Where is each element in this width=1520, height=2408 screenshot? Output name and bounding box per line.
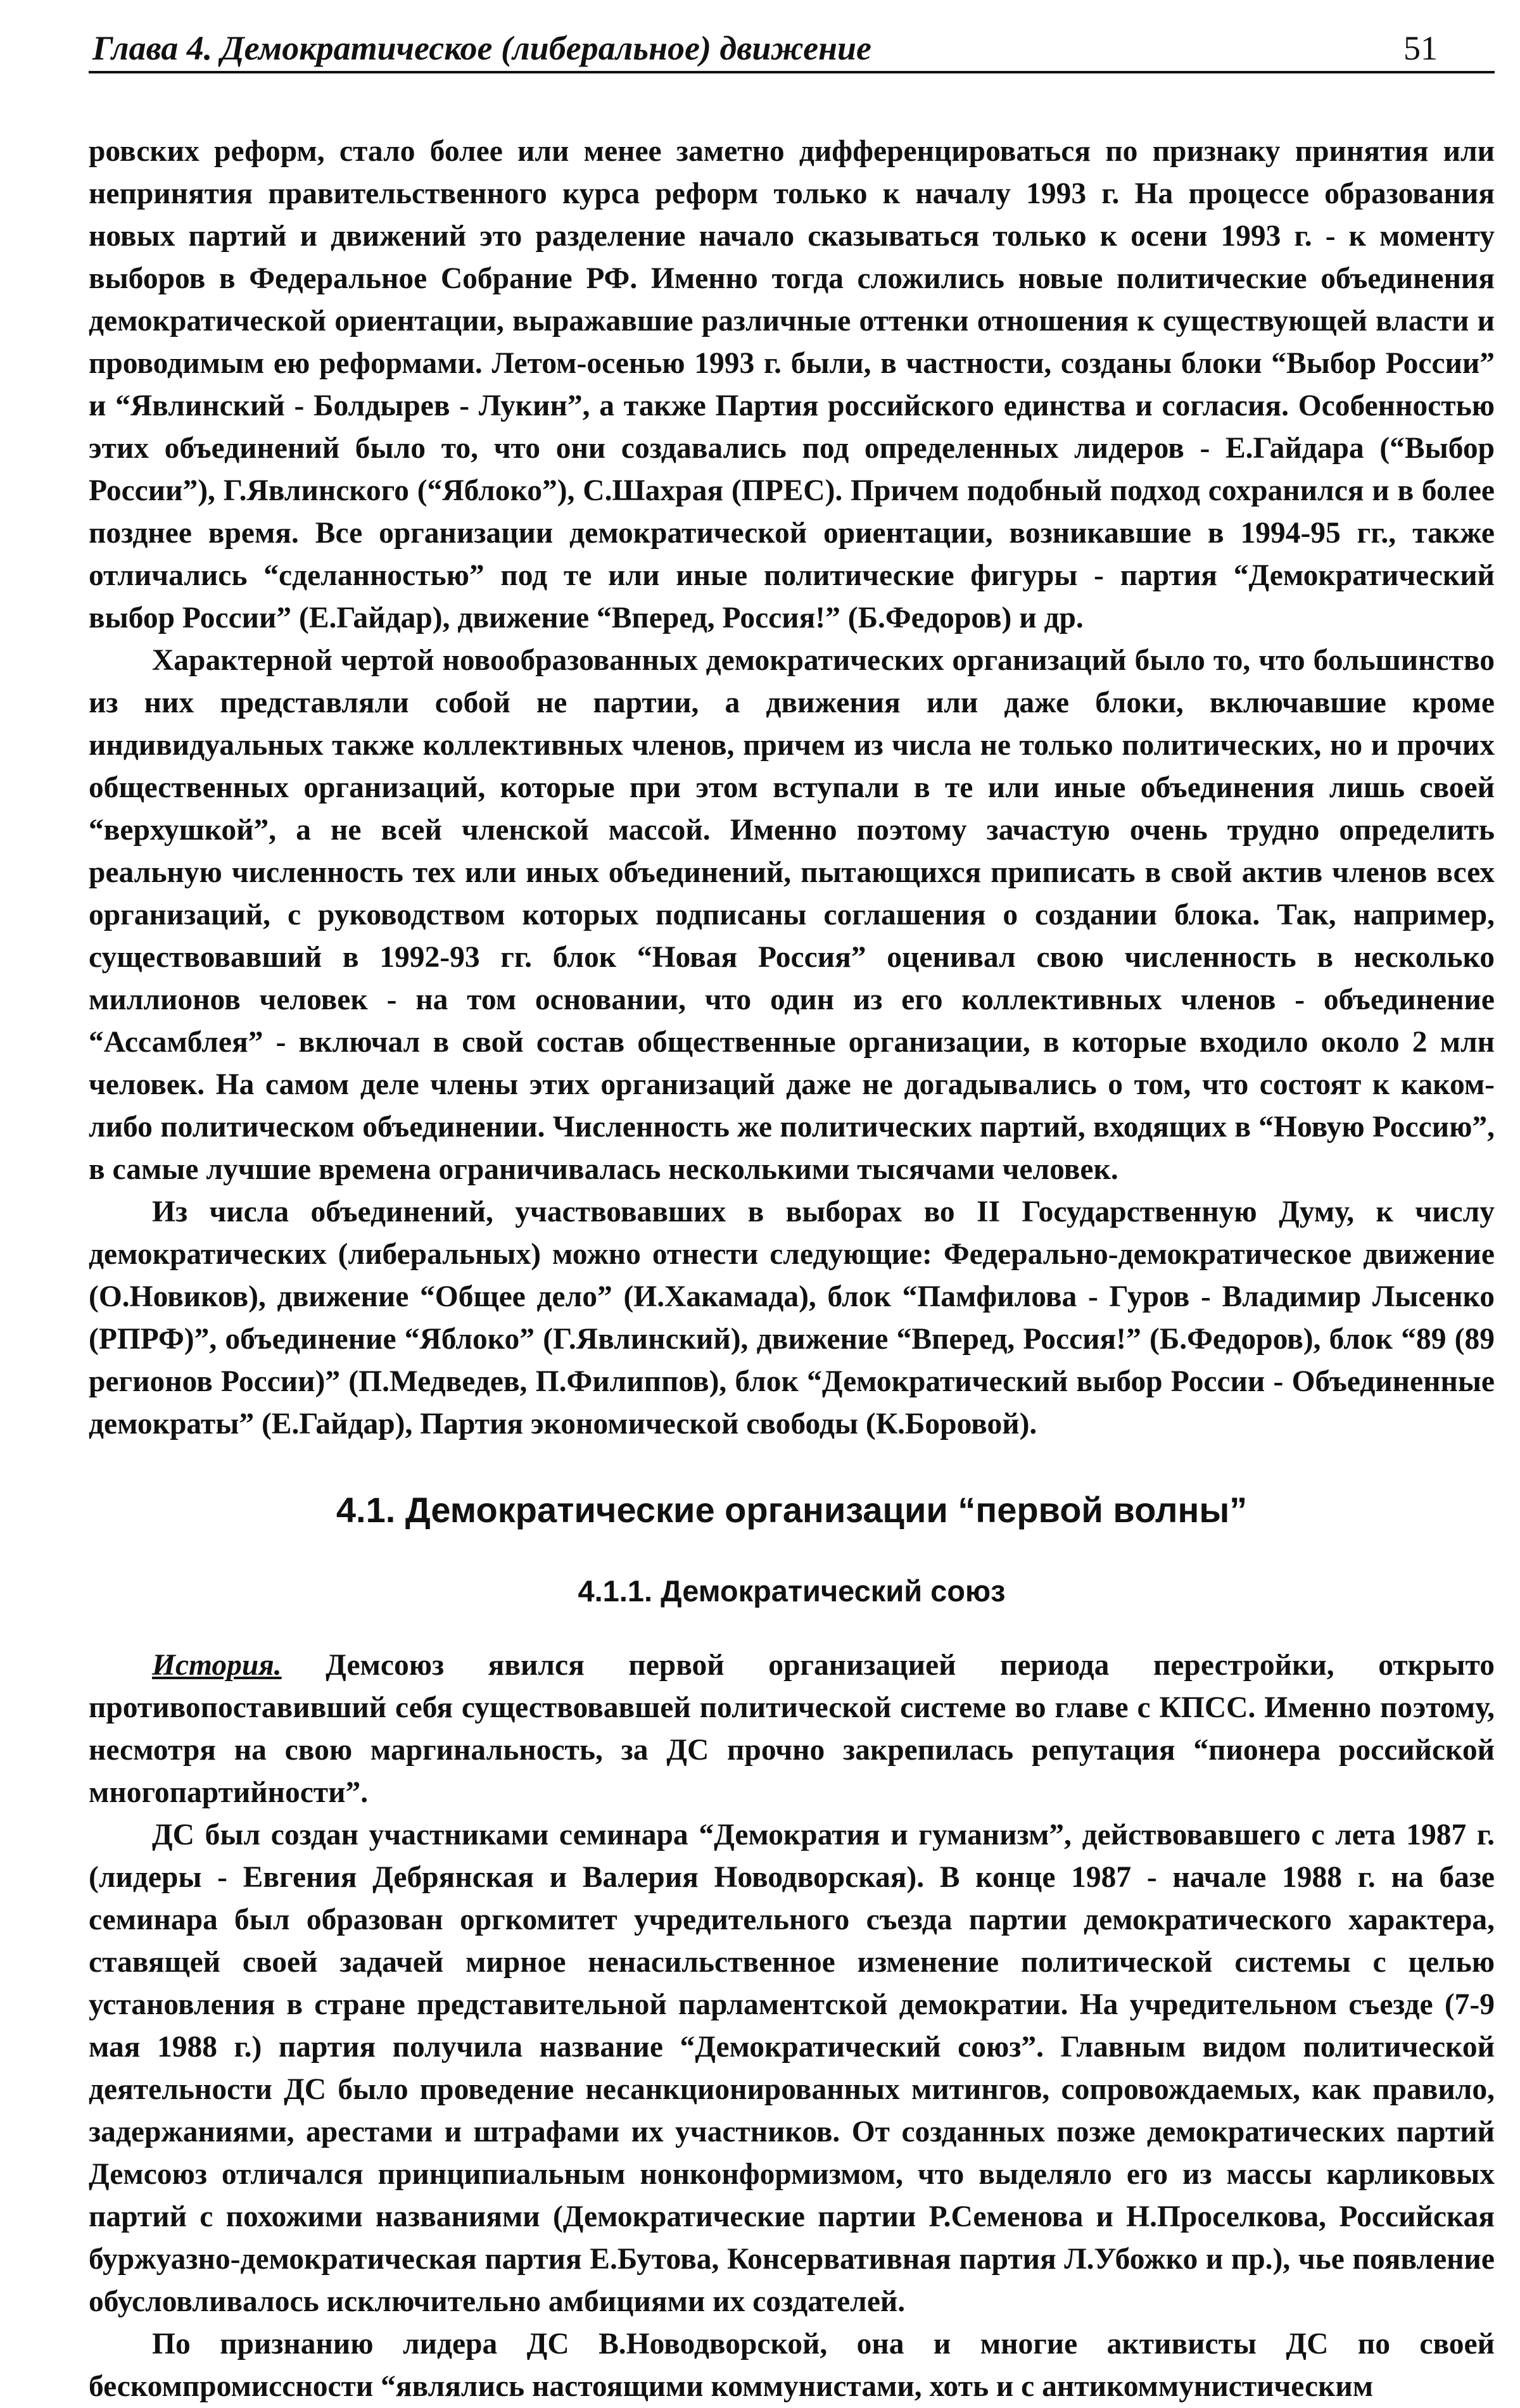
paragraph-5: ДС был создан участниками семинара “Демократия и гуманизм”, действовавшего с лета 1987 г. (лидеры - Евгения Дебрянская и Валерия Новодворская). В конце 1987 - начале 1988 г. на базе семинара был образован оргкомитет учредительного съезда партии демократического характера, ставящей своей задачей мирное ненасильственное изменение политической системы с целью установления в стране представительной парламентской демократии. На учредительном съезде (7-9 мая 1988 г.) партия получила название “Демократический союз”. Главным видом политической деятельности ДС было проведение несанкционированных митингов, сопровождаемых, как правило, задержаниями, арестами и штрафами их участников. От созданных позже демократических партий Демсоюз отличался принципиальным нонконформизмом, что выделяло его из массы карликовых партий с похожими названиями (Демократические партии Р.Семенова и Н.Проселкова, Российская буржуазно-демократическая партия Е.Бутова, Консервативная партия Л.Убожко и пр.), чье появление обусловливалось исключительно амбициями их создателей. xyxy=(89,1819,1495,2318)
paragraph-2: Характерной чертой новообразованных демократических организаций было то, что большинство из них представляли собой не партии, а движения или даже блоки, включавшие кроме индивидуальных также коллективных членов, причем из числа не только политических, но и прочих общественных организаций, которые при этом вступали в те или иные объединения лишь своей “верхушкой”, а не всей членской массой. Именно поэтому зачастую очень трудно определить реальную численность тех или иных объединений, пытающихся приписать в свой актив членов всех организаций, с руководством которых подписаны соглашения о создании блока. Так, например, существовавший в 1992-93 гг. блок “Новая Россия” оценивал свою численность в несколько миллионов человек - на том основании, что один из его коллективных членов - объединение “Ассамблея” - включал в свой состав общественные организации, в которые входило около 2 млн человек. На самом деле члены этих организаций даже не догадывались о том, что состоят к каком-либо политическом объединении. Численность же политических партий, входящих в “Новую Россию”, в самые лучшие времена ограничивалась несколькими тысячами человек. xyxy=(89,644,1495,1186)
document-page xyxy=(89,0,1495,2403)
page-number: 51 xyxy=(1403,29,1438,67)
body-text xyxy=(89,130,1495,2408)
subsection-heading: 4.1.1. Демократический союз xyxy=(578,1574,1006,1608)
running-header xyxy=(89,25,1495,73)
history-label: История. xyxy=(152,1649,282,1682)
paragraph-4-text: Демсоюз явился первой организацией периода перестройки, открыто противопоставивший себя существовавшей политической системе во главе с КПСС. Именно поэтому, несмотря на свою маргинальность, за ДС прочно закрепилась репутация “пионера российской многопартийности”. xyxy=(89,1649,1495,1809)
paragraph-3: Из числа объединений, участвовавших в выборах во II Государственную Думу, к числу демократических (либеральных) можно отнести следующие: Федерально-демократическое движение (О.Новиков), движение “Общее дело” (И.Хакамада), блок “Памфилова - Гуров - Владимир Лысенко (РПРФ)”, объединение “Яблоко” (Г.Явлинский), движение “Вперед, Россия!” (Б.Федоров), блок “89 (89 регионов России)” (П.Медведев, П.Филиппов), блок “Демократический выбор России - Объединенные демократы” (Е.Гайдар), Партия экономической свободы (К.Боровой). xyxy=(89,1195,1495,1440)
paragraph-4 xyxy=(89,1644,1495,1814)
paragraph-6: По признанию лидера ДС В.Новодворской, она и многие активисты ДС по своей бескомпромиссности “являлись настоящими коммунистами, хоть и с антикоммунистическим xyxy=(89,2328,1495,2403)
chapter-title: Глава 4. Демократическое (либеральное) движение xyxy=(92,29,872,67)
paragraph-1: ровских реформ, стало более или менее заметно дифференцироваться по признаку принятия или непринятия правительственного курса реформ только к началу 1993 г. На процессе образования новых партий и движений это разделение начало сказываться только к осени 1993 г. - к моменту выборов в Федеральное Собрание РФ. Именно тогда сложились новые политические объединения демократической ориентации, выражавшие различные оттенки отношения к существующей власти и проводимым ею реформами. Летом-осенью 1993 г. были, в частности, созданы блоки “Выбор России” и “Явлинский - Болдырев - Лукин”, а также Партия российского единства и согласия. Особенностью этих объединений было то, что они создавались под определенных лидеров - Е.Гайдара (“Выбор России”), Г.Явлинского (“Яблоко”), С.Шахрая (ПРЕС). Причем подобный подход сохранился и в более позднее время. Все организации демократической ориентации, возникавшие в 1994-95 гг., также отличались “сделанностью” под те или иные политические фигуры - партия “Демократический выбор России” (Е.Гайдар), движение “Вперед, Россия!” (Б.Федоров) и др. xyxy=(89,135,1495,634)
section-heading: 4.1. Демократические организации “первой волны” xyxy=(336,1490,1248,1530)
